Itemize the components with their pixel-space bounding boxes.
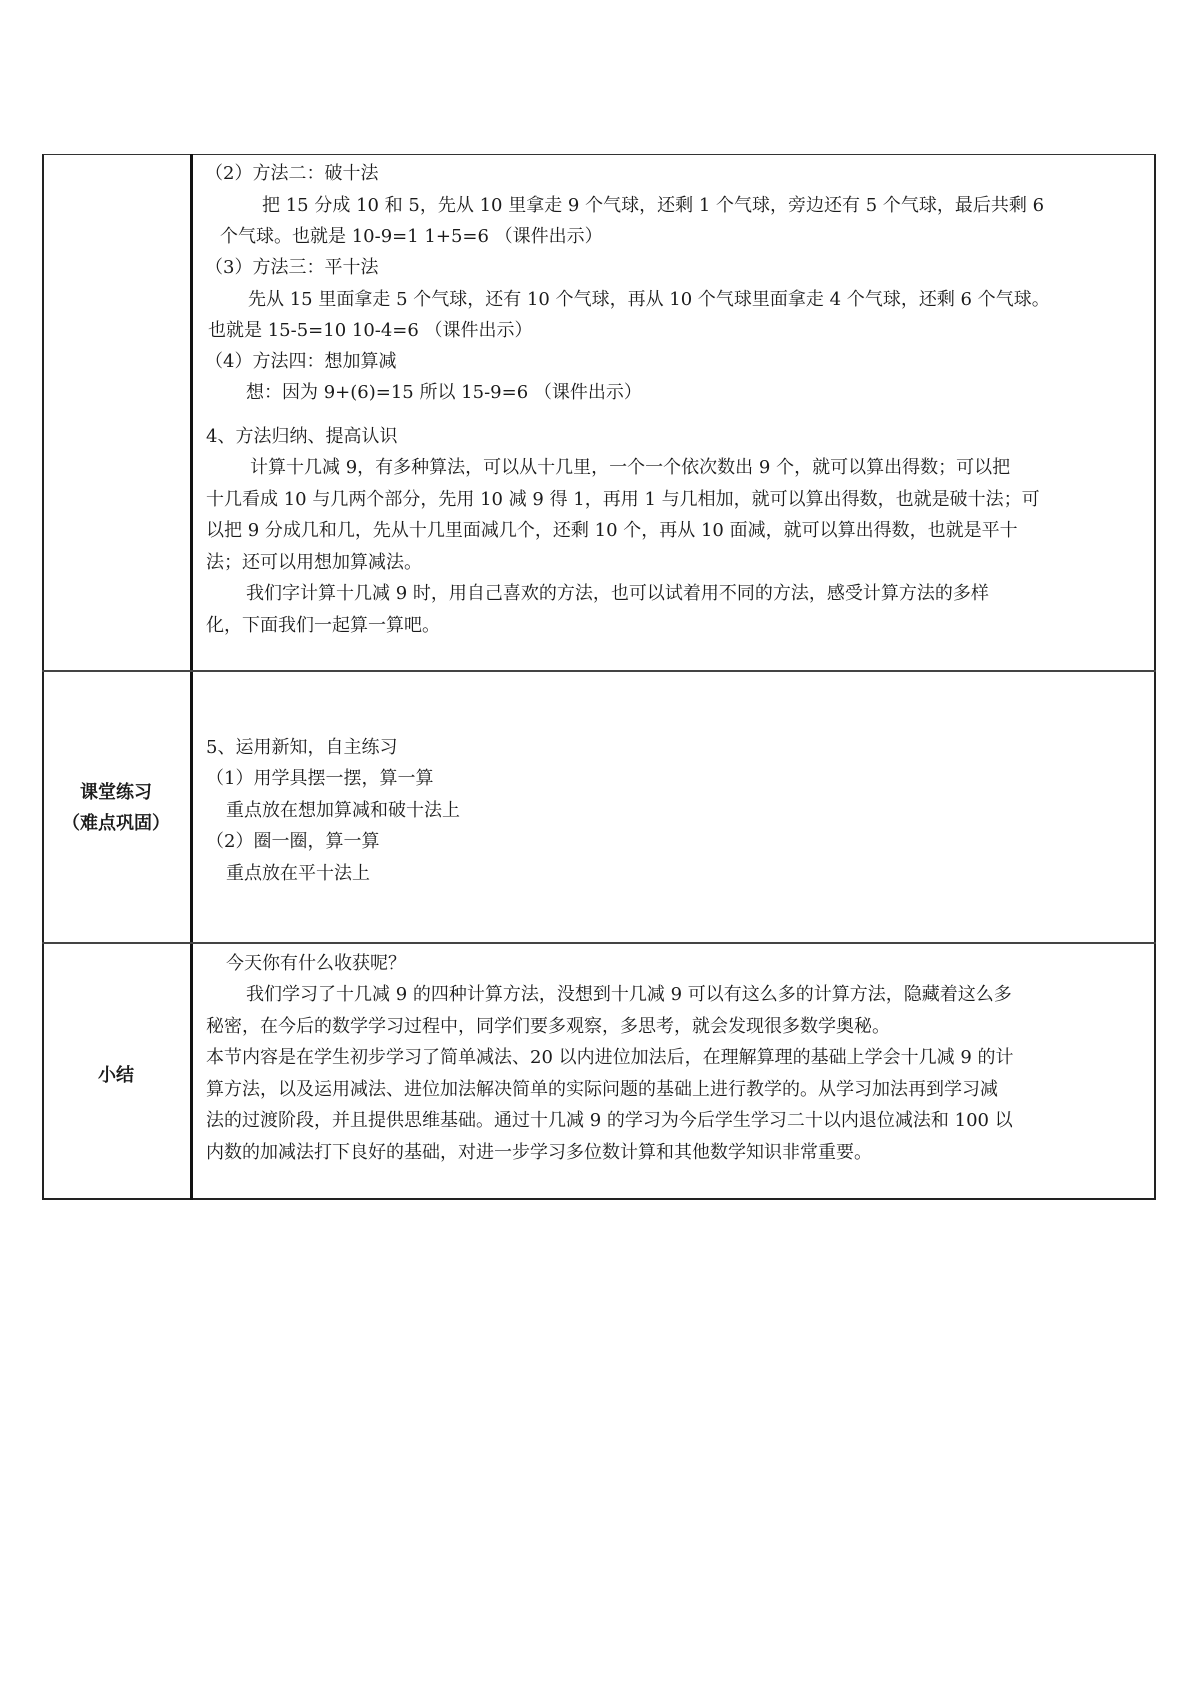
row-label-practice-sub: （难点巩固） [62,813,170,834]
text-line: 化，下面我们一起算一算吧。 [206,615,440,636]
text-line: 计算十几减 9，有多种算法，可以从十几里，一个一个依次数出 9 个，就可以算出得数；可以把 [250,457,1011,478]
method-two-heading: （2）方法二：破十法 [205,163,379,184]
text-line: 个气球。也就是 10-9=1 1+5=6 （课件出示） [220,226,603,247]
text-line: 我们学习了十几减 9 的四种计算方法，没想到十几减 9 可以有这么多的计算方法，隐藏着这么多 [246,984,1012,1005]
column-divider [190,154,193,1200]
text-line: 把 15 分成 10 和 5，先从 10 里拿走 9 个气球，还剩 1 个气球，旁边还有 5 个气球，最后共剩 6 [262,195,1045,216]
row-divider [42,670,1156,672]
text-line: （1）用学具摆一摆，算一算 [206,768,434,789]
method-three-heading: （3）方法三：平十法 [205,257,379,278]
text-line: 法的过渡阶段，并且提供思维基础。通过十几减 9 的学习为今后学生学习二十以内退位减法和 100 以 [206,1110,1013,1131]
text-line: 十几看成 10 与几两个部分，先用 10 减 9 得 1，再用 1 与几相加，就可以算出得数，也就是破十法；可 [206,489,1040,510]
text-line: 先从 15 里面拿走 5 个气球，还有 10 个气球，再从 10 个气球里面拿走 4 个气球，还剩 6 个气球。 [248,289,1050,310]
text-line: 算方法，以及运用减法、进位加法解决简单的实际问题的基础上进行教学的。从学习加法再到学习减 [206,1079,998,1100]
text-line: 也就是 15-5=10 10-4=6 （课件出示） [208,320,533,341]
row-divider [42,942,1156,944]
section-4-heading: 4、方法归纳、提高认识 [206,426,398,447]
section-5-heading: 5、运用新知，自主练习 [206,737,398,758]
row-label-summary: 小结 [98,1065,134,1086]
text-line: 本节内容是在学生初步学习了简单减法、20 以内进位加法后，在理解算理的基础上学会十几减 9 的计 [206,1047,1014,1068]
text-line: 以把 9 分成几和几，先从十几里面减几个，还剩 10 个，再从 10 面减，就可以算出得数，也就是平十 [206,520,1018,541]
text-line: 重点放在平十法上 [226,863,370,884]
text-line: 想：因为 9+(6)=15 所以 15-9=6 （课件出示） [246,382,642,403]
text-line: 我们字计算十几减 9 时，用自己喜欢的方法，也可以试着用不同的方法，感受计算方法的多样 [246,583,989,604]
text-line: 法；还可以用想加算减法。 [206,552,422,573]
text-line: 今天你有什么收获呢？ [226,953,406,974]
text-line: 重点放在想加算减和破十法上 [226,800,460,821]
text-line: 内数的加减法打下良好的基础，对进一步学习多位数计算和其他数学知识非常重要。 [206,1142,872,1163]
text-line: 秘密，在今后的数学学习过程中，同学们要多观察，多思考，就会发现很多数学奥秘。 [206,1016,890,1037]
method-four-heading: （4）方法四：想加算减 [205,351,397,372]
row-label-practice: 课堂练习 [80,782,152,803]
text-line: （2）圈一圈，算一算 [206,831,380,852]
